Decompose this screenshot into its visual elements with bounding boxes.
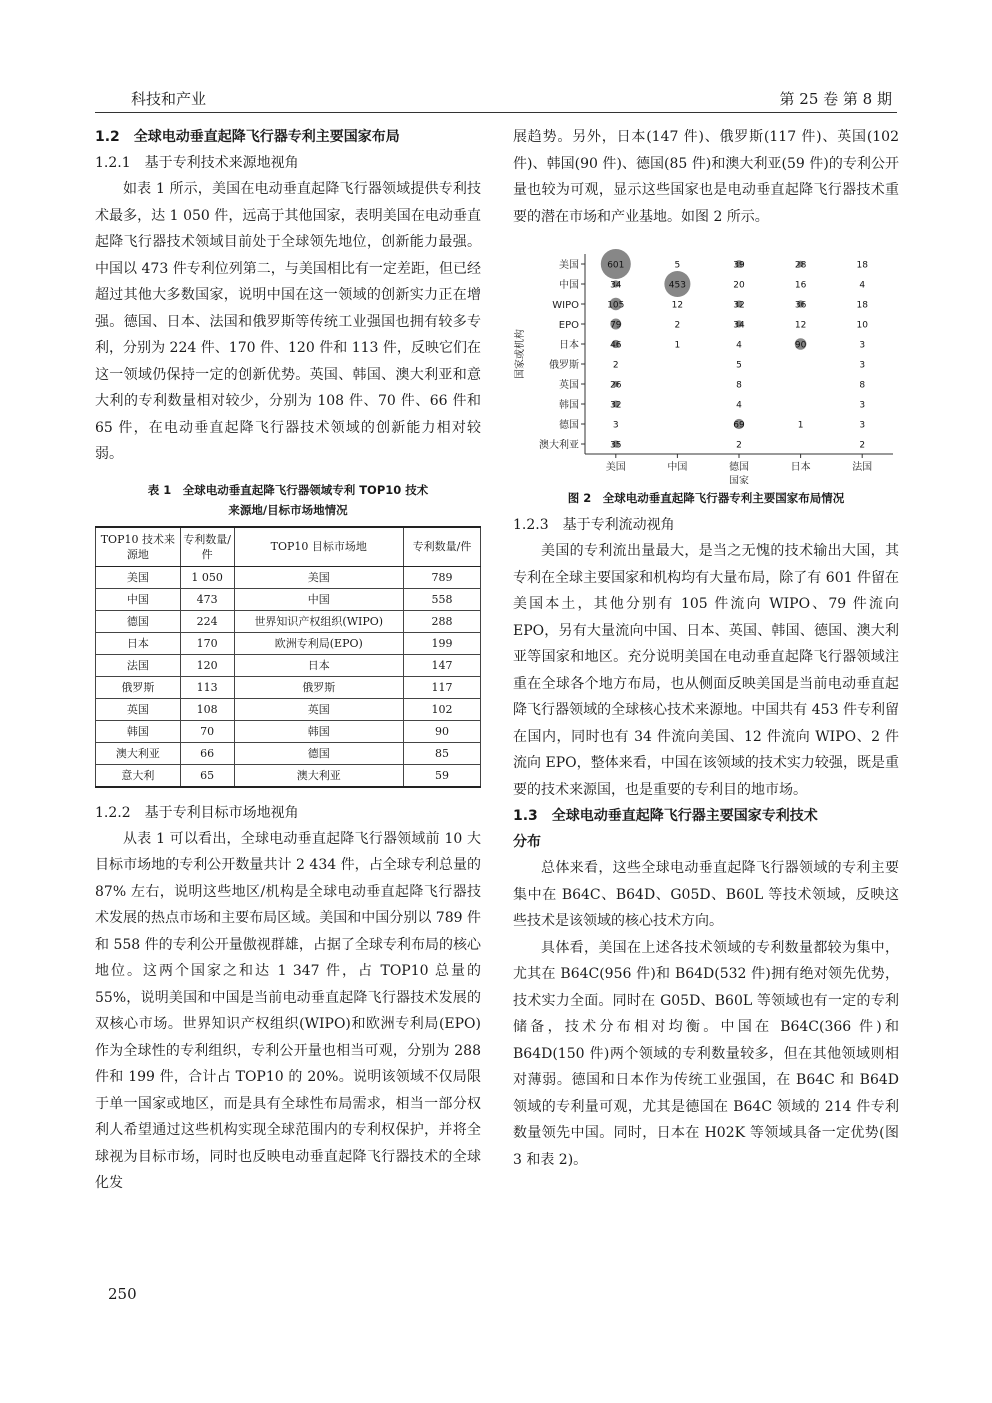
bubble-value-label: 2	[859, 440, 866, 451]
table-cell: 世界知识产权组织(WIPO)	[234, 610, 403, 632]
bubble-value-label: 16	[794, 280, 807, 291]
table-1	[95, 526, 481, 788]
table-cell: 558	[403, 588, 480, 610]
paragraph-tech-detail: 具体看，美国在上述各技术领域的专利数量都较为集中，尤其在 B64C(956 件)和 B64D(532 件)拥有绝对领先优势，技术实力全面。同时在 G05D、B60L 等领域也有一定的专利储备，技术分布相对均衡。中国在 B64C(366 件)和 B64D(150 件)两个领域的专利数量较多，但在其他领域则相对薄弱。德国和日本作为传统工业强国，在 B64C 和 B64D 领域的专利量可观，尤其是德国在 B64C 领域的 214 件专利数量领先中国。同时，日本在 H02K 等领域具备一定优势(图 3 和表 2)。	[513, 939, 899, 1168]
table-row	[96, 610, 481, 632]
table-cell: 中国	[234, 588, 403, 610]
table-cell: 288	[403, 610, 480, 632]
bubble-value-label: 18	[856, 300, 868, 311]
y-tick-label: WIPO	[552, 300, 579, 311]
table-cell: 法国	[96, 654, 181, 676]
section-1-3-heading	[513, 803, 899, 855]
table-cell: 日本	[234, 654, 403, 676]
paragraph-continued: 展趋势。另外，日本(147 件)、俄罗斯(117 件)、英国(102 件)、韩国(90 件)、德国(85 件)和澳大利亚(59 件)的专利公开量也较为可观，显示这些国家也是电动垂直起降飞行器技术重要的潜在市场和产业基地。如图 2 所示。	[513, 129, 899, 225]
bubble-value-label: 5	[736, 360, 742, 371]
table-cell: 66	[180, 742, 234, 764]
paragraph-tech-source: 如表 1 所示，美国在电动垂直起降飞行器领域提供专利技术最多，达 1 050 件，远高于其他国家，表明美国在电动垂直起降飞行器技术领域目前处于全球领先地位，创新能力最强。中国以 473 件专利位列第二，与美国相比有一定差距，但已经超过其他大多数国家，说明中国在这一领域的创新实力正在增强。德国、日本、法国和俄罗斯等传统工业强国也拥有较多专利，分别为 224 件、170 件、120 件和 113 件，反映它们在这一领域仍保持一定的创新优势。英国、韩国、澳大利亚和意大利的专利数量相对较少，分别为 108 件、70 件、66 件和 65 件，在电动垂直起降飞行器技术领域的创新能力相对较弱。	[95, 181, 481, 462]
table-cell: 德国	[234, 742, 403, 764]
y-tick-label: 韩国	[559, 400, 579, 411]
figure-2	[513, 244, 899, 484]
page-header-left: 科技和产业	[131, 90, 207, 108]
figure-2-caption: 图 2 全球电动垂直起降飞行器专利主要国家布局情况	[567, 491, 845, 505]
table-cell: 美国	[234, 566, 403, 588]
bubble-value-label: 35	[610, 440, 622, 451]
table-cell: 147	[403, 654, 480, 676]
bubble-value-label: 4	[736, 340, 742, 351]
page-number: 250	[108, 1285, 137, 1303]
table-cell: 90	[403, 720, 480, 742]
page-header-right: 第 25 卷 第 8 期	[779, 90, 892, 108]
table-cell: 59	[403, 764, 480, 787]
section-1-3-heading-line2: 分布	[513, 834, 541, 850]
y-tick-label: 美国	[559, 260, 579, 271]
table-cell: 170	[180, 632, 234, 654]
bubble-value-label: 46	[610, 340, 622, 351]
table-cell: 70	[180, 720, 234, 742]
table-cell: 1 050	[180, 566, 234, 588]
table-cell: 102	[403, 698, 480, 720]
table-cell: 120	[180, 654, 234, 676]
table-cell: 韩国	[234, 720, 403, 742]
table-1-caption-line1: 表 1 全球电动垂直起降飞行器领域专利 TOP10 技术	[147, 482, 429, 497]
bubble-value-label: 4	[736, 400, 742, 411]
table-cell: 俄罗斯	[96, 676, 181, 698]
bubble-value-label: 453	[668, 280, 686, 291]
table-1-caption	[95, 480, 481, 520]
bubble-value-label: 601	[607, 260, 625, 271]
bubble-value-label: 36	[794, 300, 807, 311]
bubble-value-label: 12	[794, 320, 807, 331]
bubble-value-label: 18	[856, 260, 868, 271]
y-tick-label: EPO	[558, 320, 579, 331]
bubble-value-label: 20	[733, 280, 745, 291]
table-cell: 德国	[96, 610, 181, 632]
bubble-value-label: 4	[859, 280, 866, 291]
bubble-value-label: 1	[674, 340, 681, 351]
bubble-value-label: 79	[610, 320, 622, 331]
y-axis-title: 国家或机构	[515, 329, 526, 379]
table-header-market-count: 专利数量/件	[403, 527, 480, 567]
table-cell: 意大利	[96, 764, 181, 787]
x-tick-label: 德国	[729, 462, 749, 473]
y-tick-label: 英国	[559, 380, 579, 391]
bubble-value-label: 8	[736, 380, 742, 391]
bubble-value-label: 3	[612, 420, 619, 431]
section-1-2-1-heading: 1.2.1 基于专利技术来源地视角	[95, 155, 299, 171]
table-row	[96, 566, 481, 588]
x-axis-title: 国家	[729, 476, 749, 484]
table-cell: 113	[180, 676, 234, 698]
table-cell: 欧洲专利局(EPO)	[234, 632, 403, 654]
bubble-chart	[513, 244, 899, 484]
table-cell: 澳大利亚	[234, 764, 403, 787]
bubble-value-label: 2	[612, 360, 619, 371]
bubble-value-label: 3	[859, 420, 866, 431]
y-tick-label: 中国	[559, 280, 579, 291]
bubble-value-label: 69	[733, 420, 745, 431]
table-cell: 日本	[96, 632, 181, 654]
bubble-value-label: 1	[797, 420, 804, 431]
bubble-value-label: 105	[607, 300, 625, 311]
table-cell: 199	[403, 632, 480, 654]
bubble-value-label: 39	[733, 260, 745, 271]
table-cell: 108	[180, 698, 234, 720]
table-cell: 473	[180, 588, 234, 610]
x-tick-label: 日本	[790, 462, 811, 473]
section-1-2-3-heading: 1.2.3 基于专利流动视角	[513, 517, 675, 533]
table-row	[96, 654, 481, 676]
y-tick-label: 俄罗斯	[549, 360, 579, 371]
bubble-value-label: 2	[674, 320, 681, 331]
table-cell: 65	[180, 764, 234, 787]
table-row	[96, 742, 481, 764]
x-tick-label: 法国	[852, 462, 873, 473]
table-1-body	[96, 566, 481, 787]
paragraph-target-market: 从表 1 可以看出，全球电动垂直起降飞行器领域前 10 大目标市场地的专利公开数量共计 2 434 件，占全球专利总量的 87% 左右，说明这些地区/机构是全球电动垂直起降飞行器技术发展的热点市场和主要布局区域。美国和中国分别以 789 件和 558 件的专利公开量傲视群雄，占据了全球专利布局的核心地位。这两个国家之和达 1 347 件，占 TOP10 总量的 55%，说明美国和中国是当前电动垂直起降飞行器技术发展的双核心市场。世界知识产权组织(WIPO)和欧洲专利局(EPO)作为全球性的专利组织，专利公开量也相当可观，分别为 288 件和 199 件，合计占 TOP10 的 20%。说明该领域不仅局限于单一国家或地区，而是具有全球性布局需求，相当一部分权利人希望通过这些机构实现全球范围内的专利权保护，并将全球视为目标市场，同时也反映电动垂直起降飞行器技术的全球化发	[95, 830, 481, 1191]
right-column	[513, 124, 899, 1173]
header-rule	[95, 112, 897, 113]
bubble-value-label: 10	[856, 320, 868, 331]
table-cell: 789	[403, 566, 480, 588]
paragraph-patent-flow: 美国的专利流出量最大，是当之无愧的技术输出大国，其专利在全球主要国家和机构均有大量布局，除了有 601 件留在美国本土，其他分别有 105 件流向 WIPO、79 件流向 EPO，另有大量流向中国、日本、英国、韩国、德国、澳大利亚等国家和地区。充分说明美国在电动垂直起降飞行器领域注重在全球各个地方布局，也从侧面反映美国是当前电动垂直起降飞行器领域的全球核心技术来源地。中国共有 453 件专利留在国内，同时也有 34 件流向美国、12 件流向 WIPO、2 件流向 EPO，整体来看，中国在该领域的技术实力较强，既是重要的技术来源国，也是重要的专利目的地市场。	[513, 543, 899, 798]
bubble-value-label: 12	[671, 300, 684, 311]
table-row	[96, 764, 481, 787]
table-cell: 澳大利亚	[96, 742, 181, 764]
table-cell: 美国	[96, 566, 181, 588]
table-cell: 韩国	[96, 720, 181, 742]
table-header-source: TOP10 技术来源地	[96, 527, 181, 567]
bubble-value-label: 8	[859, 380, 866, 391]
y-tick-label: 德国	[559, 420, 579, 431]
bubble-value-label: 90	[794, 340, 807, 351]
table-cell: 中国	[96, 588, 181, 610]
bubble-value-label: 5	[674, 260, 681, 271]
bubble-value-label: 34	[610, 280, 622, 291]
table-row	[96, 676, 481, 698]
bubble-value-label: 32	[610, 400, 622, 411]
x-tick-label: 美国	[605, 462, 626, 473]
table-cell: 117	[403, 676, 480, 698]
table-cell: 俄罗斯	[234, 676, 403, 698]
section-1-2-heading: 1.2 全球电动垂直起降飞行器专利主要国家布局	[95, 129, 400, 145]
table-row	[96, 698, 481, 720]
table-cell: 224	[180, 610, 234, 632]
x-tick-label: 中国	[667, 462, 688, 473]
section-1-2-2-heading: 1.2.2 基于专利目标市场地视角	[95, 804, 299, 821]
table-cell: 85	[403, 742, 480, 764]
table-row	[96, 720, 481, 742]
table-row	[96, 588, 481, 610]
table-row	[96, 632, 481, 654]
section-1-3-heading-line1: 1.3 全球电动垂直起降飞行器主要国家专利技术	[513, 808, 818, 824]
y-tick-label: 澳大利亚	[539, 440, 579, 451]
table-header-market: TOP10 目标市场地	[234, 527, 403, 567]
table-cell: 英国	[96, 698, 181, 720]
bubble-value-label: 2	[736, 440, 742, 451]
bubble-value-label: 3	[859, 400, 866, 411]
left-column	[95, 124, 481, 1197]
bubble-value-label: 3	[859, 340, 866, 351]
bubble-value-label: 26	[610, 380, 622, 391]
table-cell: 英国	[234, 698, 403, 720]
y-tick-label: 日本	[559, 340, 579, 351]
paragraph-tech-overview: 总体来看，这些全球电动垂直起降飞行器领域的专利主要集中在 B64C、B64D、G05D、B60L 等技术领域，反映这些技术是该领域的核心技术方向。	[513, 860, 899, 929]
bubble-value-label: 32	[733, 300, 745, 311]
bubble-value-label: 28	[794, 260, 807, 271]
bubble-value-label: 3	[859, 360, 866, 371]
bubble-value-label: 34	[733, 320, 745, 331]
table-1-caption-line2: 来源地/目标市场地情况	[228, 502, 348, 517]
table-header-source-count: 专利数量/件	[180, 527, 234, 567]
